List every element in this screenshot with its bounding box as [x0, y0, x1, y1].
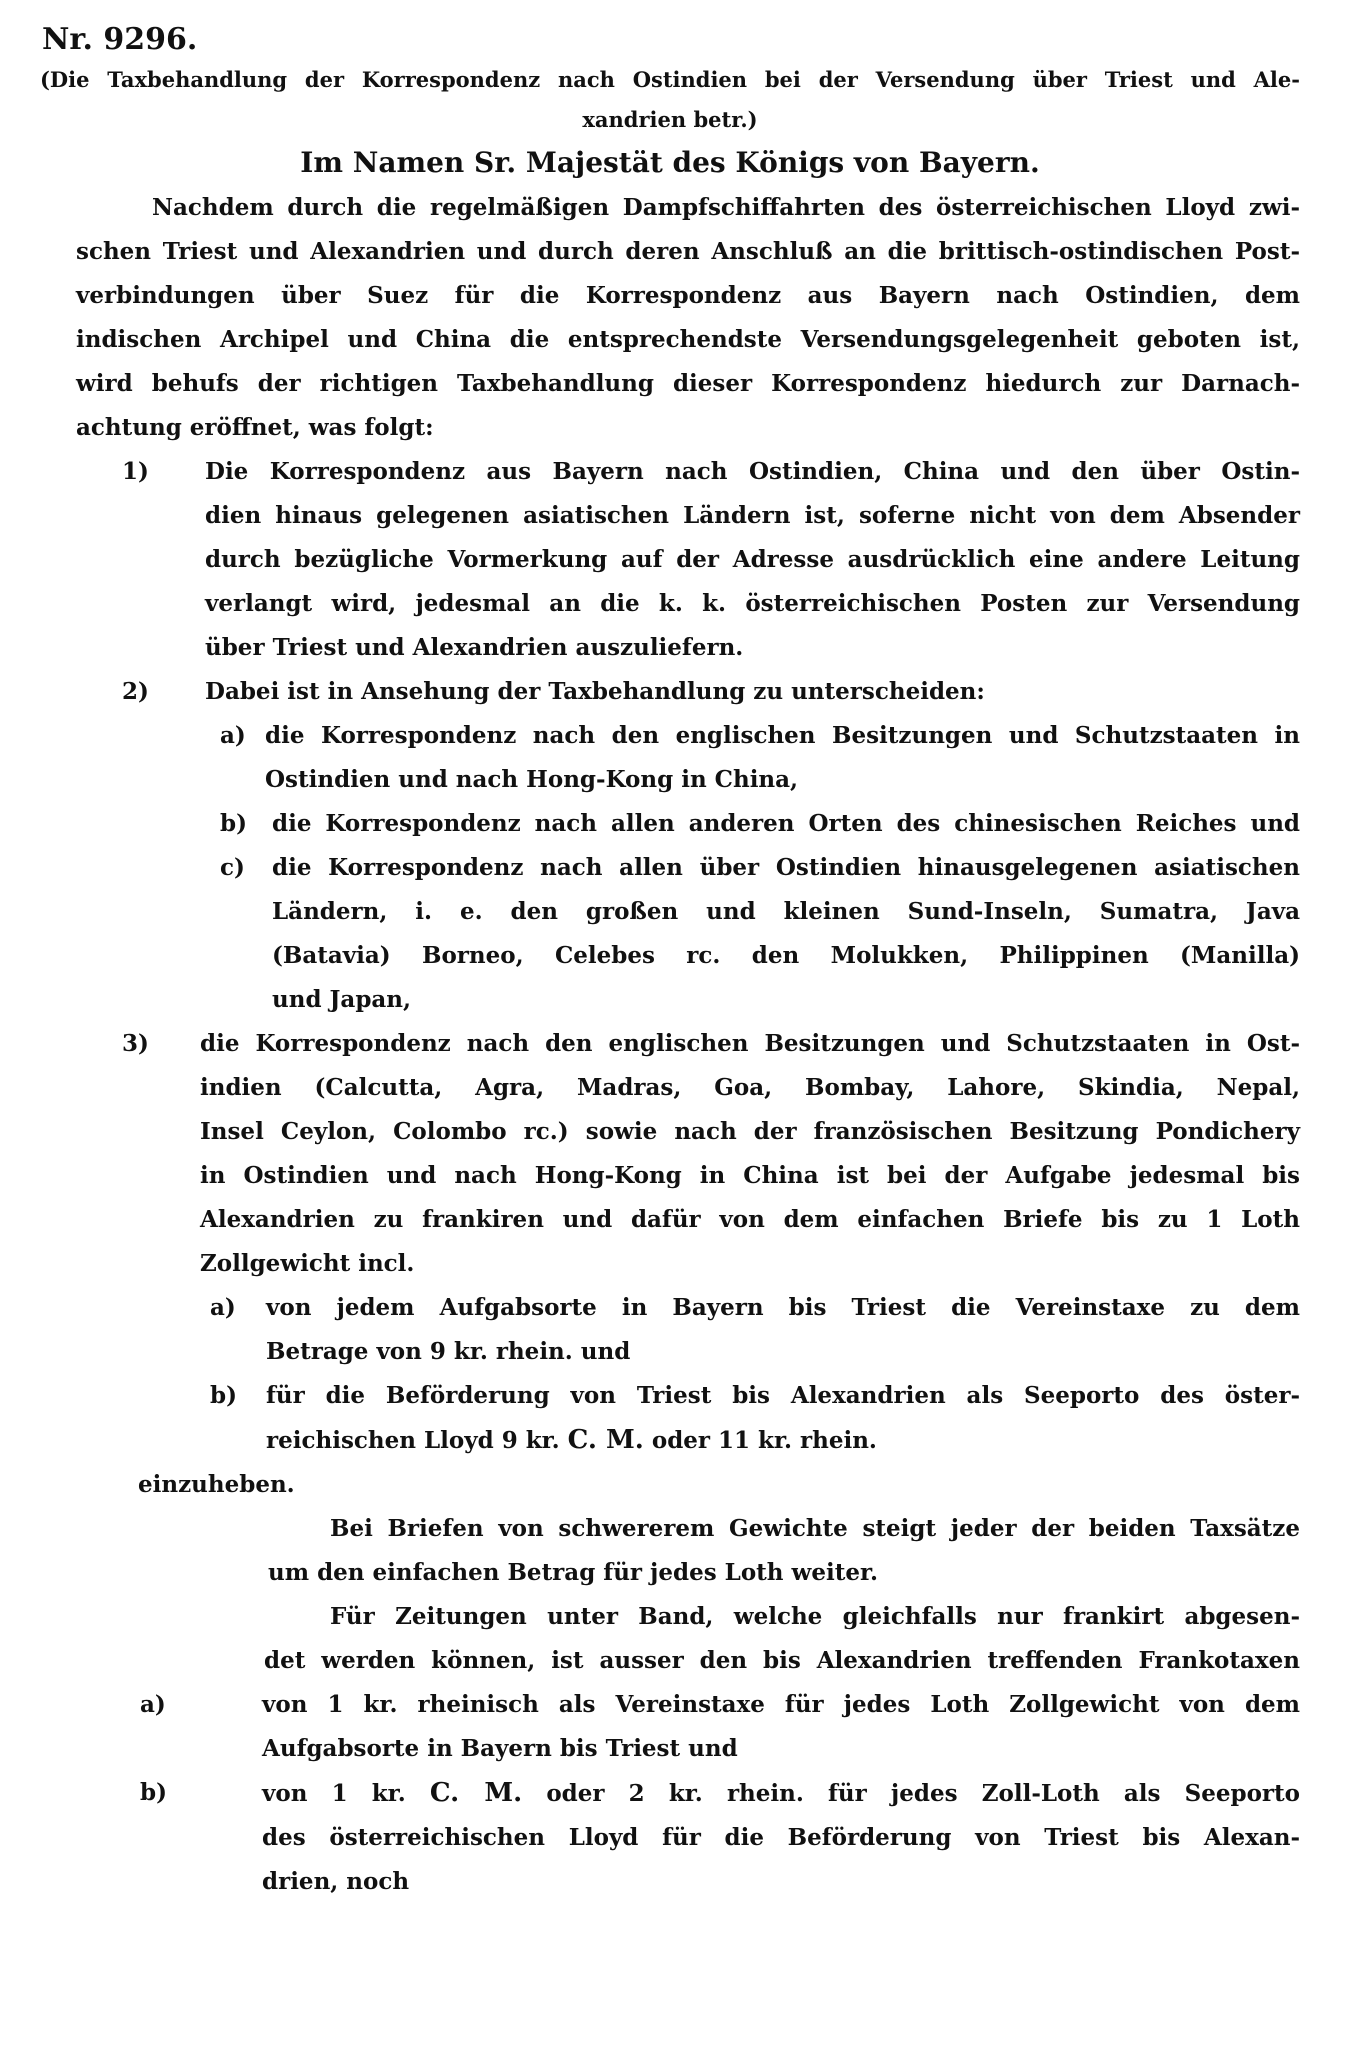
currency-cm: C. M.	[567, 1425, 644, 1455]
intro-line: schen Triest und Alexandrien und durch deren Anschluß an die brittisch-ostindischen Post-	[76, 238, 1300, 265]
news-a	[40, 1683, 1300, 1771]
item3-line: die Korrespondenz nach den englischen Besitzungen und Schutzstaaten in Ost-	[200, 1030, 1300, 1057]
item3a-line: Betrage von 9 kr. rhein. und	[266, 1338, 631, 1365]
item3-line: Alexandrien zu frankiren und dafür von dem einfachen Briefe bis zu 1 Loth	[200, 1206, 1300, 1233]
item3b-text: oder 11 kr. rhein.	[643, 1427, 877, 1454]
item2a-line: Ostindien und nach Hong-Kong in China,	[265, 766, 799, 793]
item2a-line: die Korrespondenz nach den englischen Besitzungen und Schutzstaaten in	[265, 722, 1300, 749]
sub-marker: a)	[140, 1691, 166, 1718]
subject-line: (Die Taxbehandlung der Korrespondenz nach Ostindien bei der Versendung über Triest und Ale-	[40, 67, 1300, 92]
heavier-line: Bei Briefen von schwererem Gewichte steigt jeder der beiden Taxsätze	[330, 1515, 1300, 1542]
item3b-line: für die Beförderung von Triest bis Alexandrien als Seeporto des öster-	[266, 1382, 1300, 1409]
intro-line: verbindungen über Suez für die Korrespondenz aus Bayern nach Ostindien, dem	[76, 282, 1300, 309]
item3-line: Insel Ceylon, Colombo rc.) sowie nach der französischen Besitzung Pondichery	[200, 1118, 1300, 1145]
item3a	[40, 1286, 1300, 1374]
news-b-line: drien, noch	[262, 1868, 410, 1895]
item3-closing: einzuheben.	[138, 1471, 295, 1498]
newspapers-line: Für Zeitungen unter Band, welche gleichfalls nur frankirt abgesen-	[330, 1603, 1300, 1630]
item1	[40, 450, 1300, 670]
item3-line: indien (Calcutta, Agra, Madras, Goa, Bombay, Lahore, Skindia, Nepal,	[200, 1074, 1300, 1101]
sub-marker: b)	[140, 1779, 167, 1806]
item3-line: in Ostindien und nach Hong-Kong in China ist bei der Aufgabe jedesmal bis	[200, 1162, 1300, 1189]
item1-line: dien hinaus gelegenen asiatischen Ländern ist, soferne nicht von dem Absender	[205, 502, 1300, 529]
news-b	[40, 1771, 1300, 1904]
item-marker: 1)	[122, 458, 149, 485]
item-marker: 3)	[122, 1030, 149, 1057]
item2-lead: Dabei ist in Ansehung der Taxbehandlung zu unterscheiden:	[205, 678, 985, 705]
newspapers-line: det werden können, ist ausser den bis Alexandrien treffenden Frankotaxen	[264, 1647, 1300, 1674]
item-marker: 2)	[122, 678, 149, 705]
news-a-line: Aufgabsorte in Bayern bis Triest und	[262, 1735, 738, 1762]
item3-line: Zollgewicht incl.	[200, 1250, 415, 1277]
sub-marker: a)	[210, 1294, 236, 1321]
item1-line: über Triest und Alexandrien auszuliefern.	[205, 634, 744, 661]
news-a-line: von 1 kr. rheinisch als Vereinstaxe für jedes Loth Zollgewicht von dem	[262, 1691, 1300, 1718]
sub-marker: c)	[220, 854, 245, 881]
intro-line: indischen Archipel und China die entsprechendste Versendungsgelegenheit geboten ist,	[76, 326, 1300, 353]
intro-line: Nachdem durch die regelmäßigen Dampfschiffahrten des österreichischen Lloyd zwi-	[152, 194, 1300, 221]
news-b-line: des österreichischen Lloyd für die Beförderung von Triest bis Alexan-	[262, 1824, 1300, 1851]
item2c-line: und Japan,	[272, 986, 412, 1013]
item3a-line: von jedem Aufgabsorte in Bayern bis Triest die Vereinstaxe zu dem	[266, 1294, 1300, 1321]
page-heading: Im Namen Sr. Majestät des Königs von Bayern.	[300, 146, 1040, 179]
item3b	[40, 1374, 1300, 1463]
subject-line: xandrien betr.)	[582, 107, 758, 132]
item2b	[40, 802, 1300, 846]
item3b-line	[266, 1418, 1300, 1463]
news-b-text: von 1 kr.	[262, 1780, 430, 1807]
document-number: Nr. 9296.	[42, 22, 198, 57]
item2	[40, 670, 1300, 714]
news-b-line	[262, 1771, 1300, 1816]
item2c-line: Ländern, i. e. den großen und kleinen Sund-Inseln, Sumatra, Java	[272, 898, 1300, 925]
sub-marker: b)	[210, 1382, 237, 1409]
currency-cm: C. M.	[429, 1778, 523, 1808]
item2c-line: (Batavia) Borneo, Celebes rc. den Molukken, Philippinen (Manilla)	[272, 942, 1300, 969]
item1-line: verlangt wird, jedesmal an die k. k. österreichischen Posten zur Versendung	[205, 590, 1300, 617]
item2c	[40, 846, 1300, 1022]
heavier-line: um den einfachen Betrag für jedes Loth weiter.	[268, 1559, 878, 1586]
item3b-text: reichischen Lloyd 9 kr.	[266, 1427, 568, 1454]
item2c-line: die Korrespondenz nach allen über Ostindien hinausgelegenen asiatischen	[272, 854, 1300, 881]
item1-line: Die Korrespondenz aus Bayern nach Ostindien, China und den über Ostin-	[205, 458, 1300, 485]
intro-line: achtung eröffnet, was folgt:	[76, 414, 434, 441]
item3	[40, 1022, 1300, 1286]
item2a	[40, 714, 1300, 802]
sub-marker: a)	[220, 722, 246, 749]
news-b-text: oder 2 kr. rhein. für jedes Zoll-Loth als Seeporto	[522, 1780, 1301, 1807]
item2b-line: die Korrespondenz nach allen anderen Orten des chinesischen Reiches und	[272, 810, 1300, 837]
intro-line: wird behufs der richtigen Taxbehandlung dieser Korrespondenz hiedurch zur Darnach-	[76, 370, 1300, 397]
sub-marker: b)	[220, 810, 247, 837]
item1-line: durch bezügliche Vormerkung auf der Adresse ausdrücklich eine andere Leitung	[205, 546, 1300, 573]
